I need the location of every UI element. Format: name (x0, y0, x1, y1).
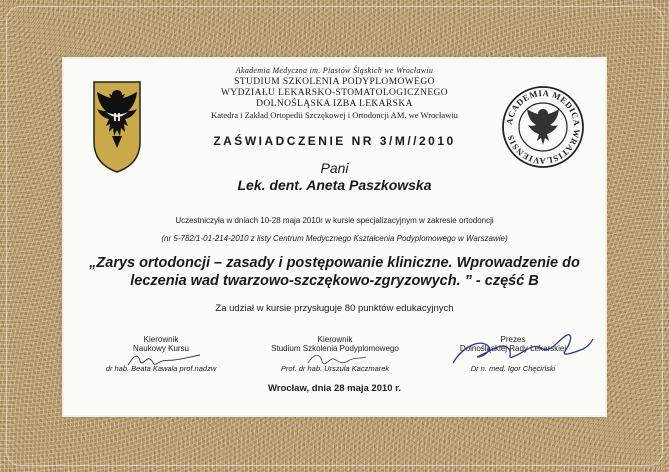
signatory-role-title: Prezes (500, 335, 526, 344)
certificate-panel (64, 59, 605, 415)
signatory-role-unit: Naukowy Kursu (132, 344, 190, 353)
place-and-date: Wrocław, dnia 28 maja 2010 r. (267, 383, 402, 394)
chamber-name: DOLNOŚLĄSKA IZBA LEKARSKA (256, 99, 413, 109)
course-title-line-2: leczenia wad twarzowo-szczękowo-zgryzowych. ” - część B (130, 273, 539, 289)
faculty-name: WYDZIAŁU LEKARSKO-STOMATOLOGICZNEGO (220, 88, 449, 98)
signatory-role-unit: Studium Szkolenia Podyplomowego (271, 344, 399, 353)
recipient-honorific: Pani (320, 160, 349, 176)
course-title-line-1: „Zarys ortodoncji – zasady i postępowanie kliniczne. Wprowadzenie do (89, 255, 580, 271)
signatory-name: Dr n. med. Igor Chęciński (470, 364, 556, 373)
signature-scribble-1 (124, 349, 204, 371)
university-name: Akademia Medyczna im. Piastów Śląskich we Wrocławiu (235, 66, 434, 75)
education-points: Za udział w kursie przysługuje 80 punktów edukacyjnych (215, 303, 454, 314)
department-name: Katedra i Zakład Ortopedii Szczękowej i Ortodoncji AM. we Wrocławiu (211, 110, 458, 120)
signatory-role-title: Kierownik (317, 335, 353, 344)
signatory-name: Prof. dr hab. Urszula Kaczmarek (280, 364, 390, 373)
signature-scribble-2 (302, 349, 372, 371)
certificate-number: ZAŚWIADCZENIE NR 3/M//2010 (213, 134, 456, 148)
signatory-name: dr hab. Beata Kawala prof.nadzw (105, 364, 217, 373)
signature-scribble-3 (447, 327, 597, 371)
seal-ring-text: ACADEMIA MEDICA WRATISLAVIENSIS (503, 87, 583, 167)
registration-number: (nr 5-782/1-01-214-2010 z listy Centrum Medycznego Kształcenia Podyplomowego w Warszawie) (161, 234, 508, 243)
signatory-role-title: Kierownik (143, 335, 179, 344)
studium-name: STUDIUM SZKOLENIA PODYPLOMOWEGO (234, 77, 435, 87)
recipient-name: Lek. dent. Aneta Paszkowska (237, 177, 432, 193)
signatory-role-unit: Dolnośląskiej Rady Lekarskiej (459, 344, 567, 353)
participation-statement: Uczestniczyła w dniach 10-28 maja 2010r w kursie specjalizacyjnym w zakresie ortodoncji (175, 216, 494, 225)
